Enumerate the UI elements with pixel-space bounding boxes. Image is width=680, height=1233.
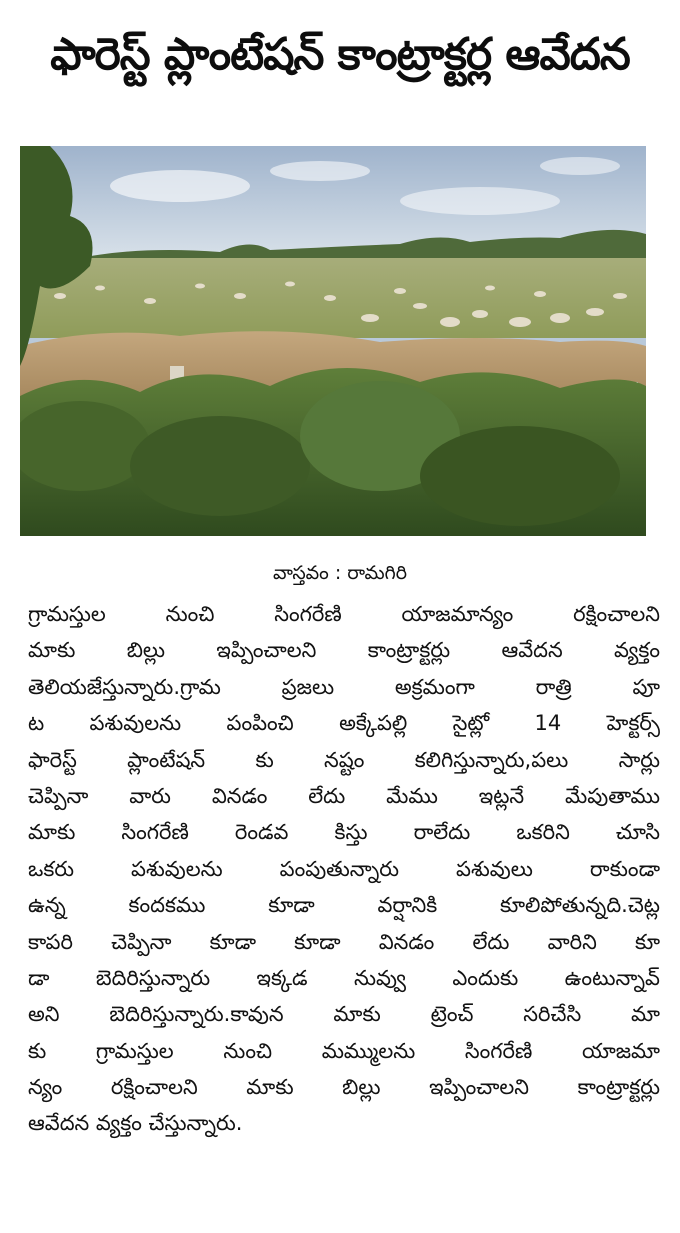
article-photo xyxy=(20,146,646,536)
body-line: కాపరి చెప్పినా కూడా కూడా వినడం లేదు వారిని కూ xyxy=(28,929,660,954)
article-body xyxy=(28,596,660,1142)
article-headline: ఫారెస్ట్ ప్లాంటేషన్ కాంట్రాక్టర్ల ఆవేదన xyxy=(50,29,630,80)
body-line: చెప్పినా వారు వినడం లేదు మేము ఇట్లనే మేపుతాము xyxy=(28,783,660,808)
body-line: కు గ్రామస్తుల నుంచి మమ్ములను సింగరేణి యాజమా xyxy=(28,1038,660,1063)
body-line: మాకు బిల్లు ఇప్పించాలని కాంట్రాక్టర్లు ఆవేదన వ్యక్తం xyxy=(28,638,660,663)
article-dateline: వాస్తవం : రామగిరి xyxy=(273,562,407,584)
body-line: ఫారెస్ట్ ప్లాంటేషన్ కు నష్టం కలిగిస్తున్నారు,పలు సార్లు xyxy=(28,747,660,772)
body-line: డా బెదిరిస్తున్నారు ఇక్కడ నువ్వు ఎందుకు ఉంటున్నావ్ xyxy=(28,965,660,990)
body-line: ఒకరు పశువులను పంపుతున్నారు పశువులు రాకుండా xyxy=(28,856,660,881)
body-line: గ్రామస్తుల నుంచి సింగరేణి యాజమాన్యం రక్షించాలని xyxy=(28,602,660,626)
body-line: మాకు సింగరేణి రెండవ కిస్తు రాలేదు ఒకరిని చూసి xyxy=(28,820,660,845)
body-line: అని బెదిరిస్తున్నారు.కావున మాకు ట్రెంచ్ సరిచేసి మా xyxy=(28,1002,660,1027)
body-line: ట పశువులను పంపించి అక్కేపల్లి సైట్లో 14 హెక్టర్స్ xyxy=(28,711,660,736)
plantation-field-image xyxy=(20,146,646,536)
body-line: తెలియజేస్తున్నారు.గ్రామ ప్రజలు అక్రమంగా రాత్రి పూ xyxy=(28,674,660,699)
body-line: న్యం రక్షించాలని మాకు బిల్లు ఇప్పించాలని కాంట్రాక్టర్లు xyxy=(28,1075,660,1100)
body-line: ఉన్న కందకము కూడా వర్షానికి కూలిపోతున్నది.చెట్ల xyxy=(28,893,660,918)
body-line: ఆవేదన వ్యక్తం చేస్తున్నారు. xyxy=(28,1111,243,1136)
